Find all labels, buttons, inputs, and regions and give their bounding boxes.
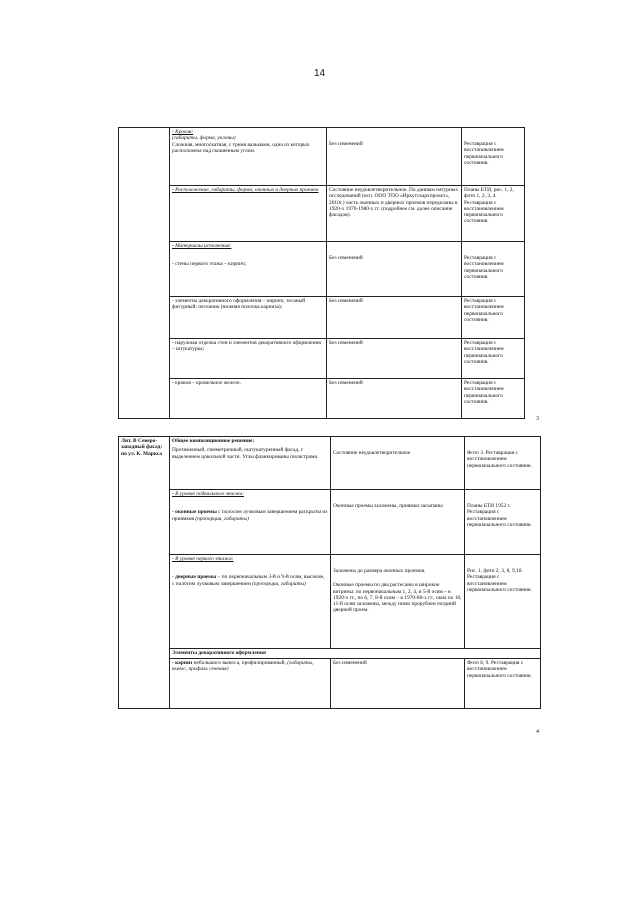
row-note: (пропорции, габариты) [252,580,306,587]
row-lead: - дверные проемы [172,574,217,581]
cell-state [331,490,465,555]
action-text: Реставрация с восстановлением первоначального состояния. [464,298,504,323]
cell-state [327,186,462,242]
action-text: Фото 8, 9. Реставрация с восстановлением первоначального состояния. [467,660,532,679]
cell-description [170,186,327,242]
state-text: Без изменений [329,380,363,386]
table-row [119,242,525,297]
row-heading: Общее композиционное решение: [172,438,255,444]
section-title: Элементы декоративного оформления [172,650,266,656]
cell-action [462,128,525,186]
table-row [119,437,541,490]
state-text: Состояние неудовлетворительное [333,450,411,456]
cell-state [331,659,465,709]
cell-description [170,339,327,379]
cell-state [327,242,462,297]
row-text: – по первоначальным 3-й и 9-й осям, высокие, с пологим лучковым завершением [172,574,325,587]
cell-description [170,242,327,297]
cell-action [465,555,541,649]
facade-label: Лит. В Северо-западный фасад: по ул. К. Маркса [121,438,163,457]
action-text: Фото 3. Реставрация с восстановлением первоначального состояния. [467,450,532,469]
empty-left-cell [119,128,170,419]
cell-description [170,437,331,490]
table-row [119,297,525,339]
row-text: - стены первого этажа – кирпич; [172,261,247,268]
action-text: Реставрация с восстановлением первоначального состояния. [464,380,504,405]
table-row [119,339,525,379]
row-lead: - карниз [172,660,193,666]
table-facade [118,436,541,709]
cell-action [462,297,525,339]
cell-action [462,242,525,297]
row-text: с полосим лучковым завершением раскрыты из приямков [172,509,328,522]
row-text: Сложная, многоскатная, с тремя вальмами, одна из которых расположена над скошенным углом. [172,141,310,154]
action-text: Реставрация с восстановлением первоначального состояния. [464,141,504,166]
facade-label-cell [119,437,170,709]
row-heading: - В уровне первого этажа: [172,556,234,562]
state-text: Без изменений [329,141,363,147]
action-text: Рис. 1, фото 2, 3, 8, 9,10. Реставрация с восстановлением первоначального состояния. [467,568,532,593]
state-text: Оконные проемы по два растесаны в широкие витрины: по первоначальным 1, 2, 4, и 5-й осям – в 1920-х гг., по 6, 7, 8-й осям – в 1970-80-х гг., окна по 10, 11-й осям заложены, между ними прорублен поздний дверной проем. [333,582,462,614]
state-text: Без изменений [329,340,363,346]
row-subheading: (габариты, форма, уклоны) [172,135,236,142]
row-text: небольшого выноса, профилированный, [192,660,288,666]
table-row [119,186,525,242]
cell-state [327,379,462,419]
action-text: Планы БТИ 1952 г. Реставрация с восстановлением первоначального состояния. [467,503,532,528]
state-text: Без изменений [329,298,363,304]
action-text: Реставрация с восстановлением первоначального состояния. [464,255,504,280]
cell-action [465,437,541,490]
cell-description [170,555,331,649]
cell-description [170,659,331,709]
cell-state [331,555,465,649]
cell-description [170,490,331,555]
state-text: Заложены до размера оконных проемов. [333,568,426,574]
row-note: (пропорции, габариты) [195,515,249,522]
cell-action [465,659,541,709]
row-text: - элементы декоративного оформления – кирпич, тесаный фигурный; песчаник (нижняя полочка карниза); [172,298,306,311]
table-row [119,659,541,709]
end-marker-3: 3 [536,416,539,422]
row-heading: - Расположение, габариты, форма, оконных и дверных проемов [172,187,319,193]
cell-state [331,437,465,490]
cell-state [327,297,462,339]
row-lead: - оконные проемы [172,509,217,516]
cell-action [465,490,541,555]
action-text: Реставрация с восстановлением первоначального состояния. [464,340,504,365]
table-row [119,379,525,419]
row-text: Протяженный, симметричный, оштукатуренный фасад, с выделением цокольной части. Углы фланкированы пилястрами. [172,447,319,460]
row-heading: - Кровля: [172,129,194,135]
state-text: Без изменений [329,255,363,261]
row-heading: - В уровне подвального этажа: [172,491,245,497]
cell-description [170,297,327,339]
row-text: - наружная отделка стен и элементов декоративного оформления – штукатурка; [172,340,321,353]
table-continuation [118,127,525,419]
cell-description [170,128,327,186]
row-note: (габариты, вынос, профиль сечения) [172,660,314,673]
cell-action [462,186,525,242]
state-text: Оконные проемы заложены, приямки засыпаны [333,503,443,509]
table-row [119,128,525,186]
state-text: Без изменений [333,660,367,666]
table-row [119,490,541,555]
cell-state [327,339,462,379]
action-text: Планы БТИ, рис. 1, 2, фото 1, 2, 3, 4. Реставрация с восстановлением первоначального состояния. [464,187,514,225]
cell-description [170,379,327,419]
row-heading: - Материалы исполнения: [172,243,232,249]
row-text: - кровля – кровельное железо. [172,380,241,386]
section-title-cell [170,649,541,659]
cell-action [462,339,525,379]
state-text: Состояние неудовлетворительное. По данным натурных исследований (исп. ООО ТПО «Иркутскархпроект», 2010г.) часть оконных и дверных проемов переделаны в 1920-х 1970-1980-х гг. (подробнее см. далее описание фасадов). [329,187,459,219]
table-row [119,555,541,649]
table-row [119,649,541,659]
cell-action [462,379,525,419]
cell-state [327,128,462,186]
page-number: 14 [313,68,326,79]
end-marker-4: 4 [536,729,539,735]
